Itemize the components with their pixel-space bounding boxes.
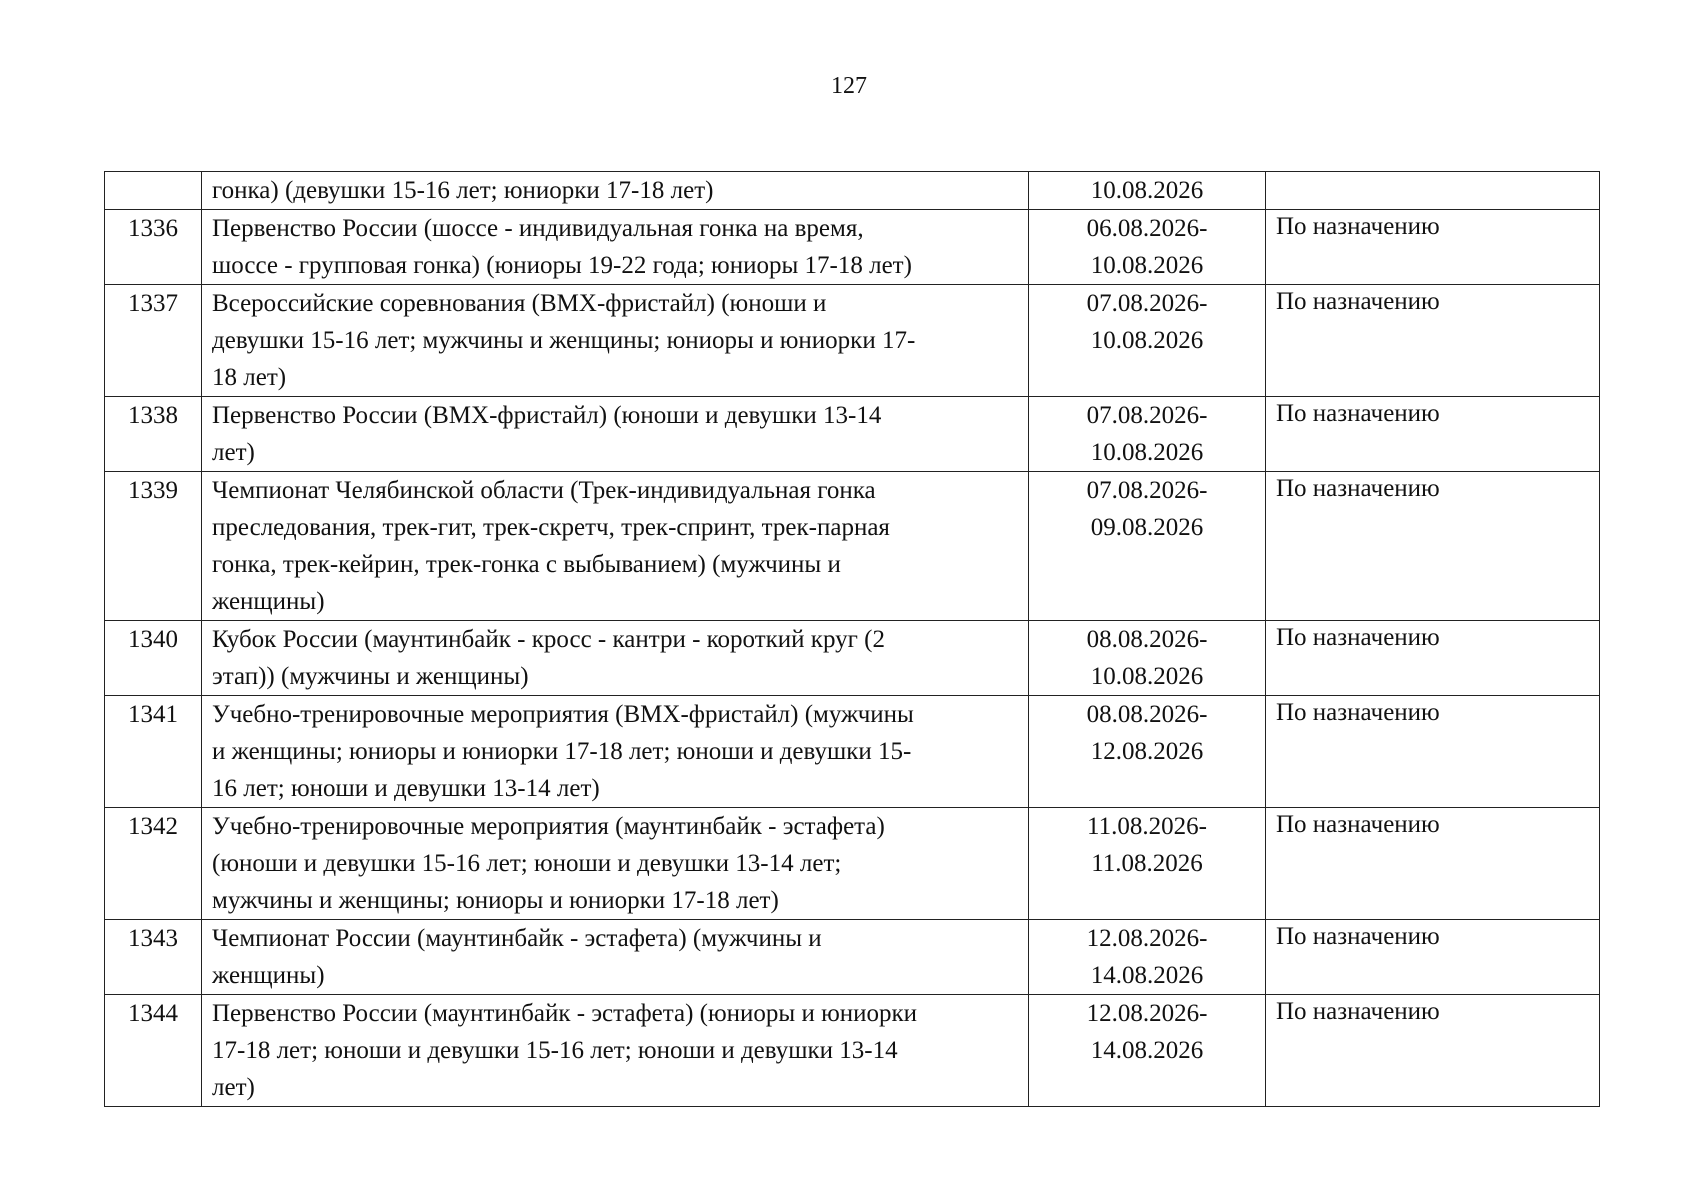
event-name-line: шоссе - групповая гонка) (юниоры 19-22 года; юниоры 17-18 лет): [212, 252, 912, 279]
event-place: По назначению: [1266, 397, 1600, 472]
event-date-line: 08.08.2026-: [1086, 626, 1208, 653]
event-name-line: лет): [212, 439, 255, 466]
event-name-line: 18 лет): [212, 364, 287, 391]
event-number: 1344: [105, 995, 202, 1107]
event-date-line: 09.08.2026: [1090, 514, 1204, 541]
event-dates: [1029, 920, 1266, 995]
event-number: 1336: [105, 210, 202, 285]
event-date-line: 10.08.2026: [1090, 252, 1204, 279]
event-name-line: женщины): [212, 962, 325, 989]
event-place: По назначению: [1266, 696, 1600, 808]
event-number: 1339: [105, 472, 202, 621]
table-row: [105, 696, 1600, 808]
event-number: [105, 172, 202, 210]
event-date-line: 07.08.2026-: [1086, 477, 1208, 504]
event-date-line: 12.08.2026: [1090, 738, 1204, 765]
event-dates: [1029, 621, 1266, 696]
event-name-line: 16 лет; юноши и девушки 13-14 лет): [212, 775, 600, 802]
event-date-line: 08.08.2026-: [1086, 701, 1208, 728]
event-name: [202, 920, 1029, 995]
event-name-line: Чемпионат России (маунтинбайк - эстафета) (мужчины и: [212, 925, 822, 952]
events-table-body: [105, 172, 1600, 1107]
event-name-line: девушки 15-16 лет; мужчины и женщины; юниоры и юниорки 17-: [212, 327, 916, 354]
event-number: 1337: [105, 285, 202, 397]
event-name-line: этап)) (мужчины и женщины): [212, 663, 529, 690]
event-name: [202, 397, 1029, 472]
event-name: [202, 621, 1029, 696]
event-place: [1266, 172, 1600, 210]
event-name-line: Первенство России (BMX-фристайл) (юноши и девушки 13-14: [212, 402, 882, 429]
event-name-line: (юноши и девушки 15-16 лет; юноши и девушки 13-14 лет;: [212, 850, 842, 877]
event-name-line: женщины): [212, 588, 325, 615]
event-date-line: 10.08.2026: [1090, 327, 1204, 354]
event-name-line: Кубок России (маунтинбайк - кросс - кантри - короткий круг (2: [212, 626, 885, 653]
event-name: [202, 808, 1029, 920]
event-dates: [1029, 696, 1266, 808]
event-date-line: 14.08.2026: [1090, 1037, 1204, 1064]
event-name: [202, 285, 1029, 397]
table-row: [105, 808, 1600, 920]
event-name: [202, 472, 1029, 621]
table-row: [105, 472, 1600, 621]
event-date-line: 12.08.2026-: [1086, 925, 1208, 952]
event-place: По назначению: [1266, 995, 1600, 1107]
event-number: 1338: [105, 397, 202, 472]
event-name-line: гонка, трек-кейрин, трек-гонка с выбыванием) (мужчины и: [212, 551, 841, 578]
event-number: 1341: [105, 696, 202, 808]
event-date-line: 10.08.2026: [1090, 177, 1204, 204]
event-dates: [1029, 808, 1266, 920]
table-row: [105, 621, 1600, 696]
event-dates: [1029, 397, 1266, 472]
event-date-line: 11.08.2026-: [1087, 813, 1207, 840]
event-name-line: гонка) (девушки 15-16 лет; юниорки 17-18 лет): [212, 177, 714, 204]
event-date-line: 10.08.2026: [1090, 663, 1204, 690]
event-place: По назначению: [1266, 285, 1600, 397]
event-name-line: преследования, трек-гит, трек-скретч, трек-спринт, трек-парная: [212, 514, 890, 541]
event-date-line: 10.08.2026: [1090, 439, 1204, 466]
event-name: [202, 995, 1029, 1107]
event-name-line: лет): [212, 1074, 255, 1101]
event-date-line: 07.08.2026-: [1086, 402, 1208, 429]
event-date-line: 06.08.2026-: [1086, 215, 1208, 242]
event-name-line: Первенство России (шоссе - индивидуальная гонка на время,: [212, 215, 864, 242]
event-place: По назначению: [1266, 621, 1600, 696]
event-dates: [1029, 285, 1266, 397]
event-name-line: Первенство России (маунтинбайк - эстафета) (юниоры и юниорки: [212, 1000, 918, 1027]
table-row: [105, 210, 1600, 285]
event-dates: [1029, 172, 1266, 210]
table-row: [105, 285, 1600, 397]
event-dates: [1029, 210, 1266, 285]
event-name-line: 17-18 лет; юноши и девушки 15-16 лет; юноши и девушки 13-14: [212, 1037, 898, 1064]
event-name: [202, 696, 1029, 808]
event-place: По назначению: [1266, 210, 1600, 285]
event-place: По назначению: [1266, 808, 1600, 920]
event-name: [202, 172, 1029, 210]
event-name-line: Учебно-тренировочные мероприятия (маунтинбайк - эстафета): [212, 813, 885, 840]
events-table: [104, 171, 1600, 1107]
event-number: 1340: [105, 621, 202, 696]
event-date-line: 11.08.2026: [1091, 850, 1203, 877]
table-row: [105, 397, 1600, 472]
event-date-line: 14.08.2026: [1090, 962, 1204, 989]
event-name-line: мужчины и женщины; юниоры и юниорки 17-18 лет): [212, 887, 779, 914]
event-place: По назначению: [1266, 920, 1600, 995]
event-number: 1343: [105, 920, 202, 995]
event-name-line: Чемпионат Челябинской области (Трек-индивидуальная гонка: [212, 477, 876, 504]
event-place: По назначению: [1266, 472, 1600, 621]
event-date-line: 12.08.2026-: [1086, 1000, 1208, 1027]
event-name-line: Всероссийские соревнования (BMX-фристайл) (юноши и: [212, 290, 827, 317]
event-dates: [1029, 472, 1266, 621]
event-name-line: Учебно-тренировочные мероприятия (BMX-фристайл) (мужчины: [212, 701, 914, 728]
event-number: 1342: [105, 808, 202, 920]
event-name: [202, 210, 1029, 285]
table-row: [105, 172, 1600, 210]
event-dates: [1029, 995, 1266, 1107]
page-number: 127: [831, 73, 867, 99]
event-name-line: и женщины; юниоры и юниорки 17-18 лет; юноши и девушки 15-: [212, 738, 912, 765]
event-date-line: 07.08.2026-: [1086, 290, 1208, 317]
table-row: [105, 920, 1600, 995]
table-row: [105, 995, 1600, 1107]
